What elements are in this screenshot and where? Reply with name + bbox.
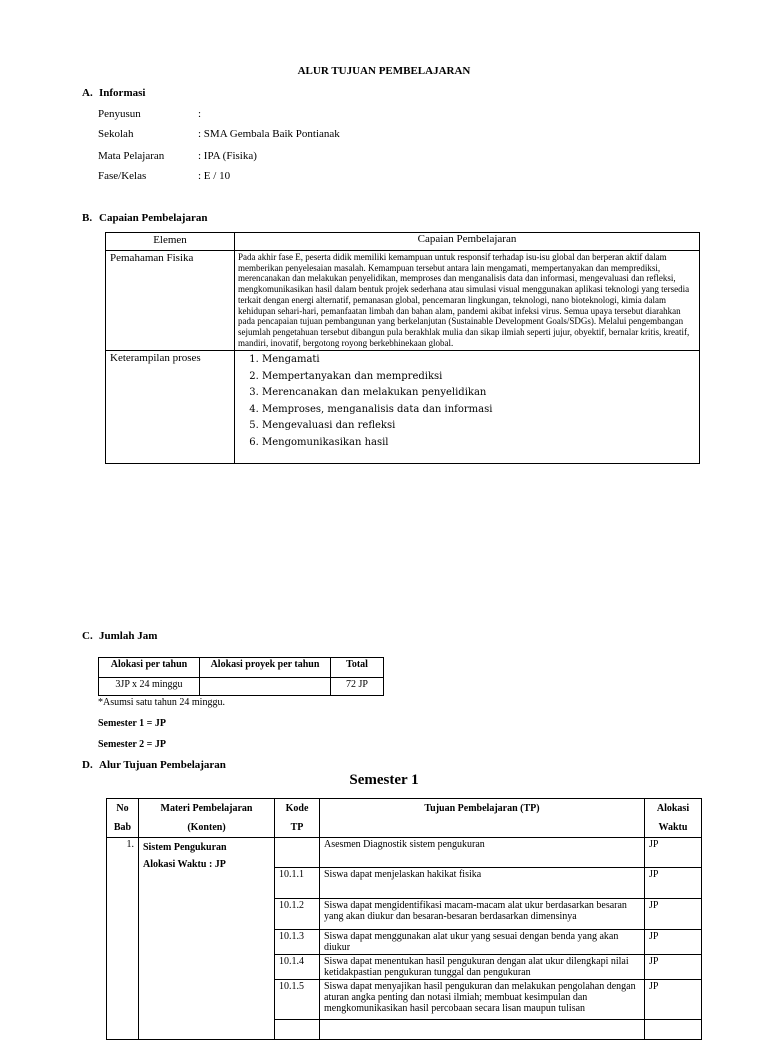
header-alokasi-waktu bbox=[645, 799, 702, 838]
semester-1-jp: Semester 1 = JP bbox=[98, 718, 166, 729]
section-b-letter: B. bbox=[82, 212, 93, 224]
materi-cell bbox=[139, 838, 275, 1040]
table-header-row bbox=[107, 799, 702, 838]
kode-cell: 10.1.5 bbox=[275, 980, 320, 1020]
semester-title: Semester 1 bbox=[349, 772, 419, 788]
kode-cell bbox=[275, 1020, 320, 1040]
table-row bbox=[107, 838, 702, 868]
info-value: : E / 10 bbox=[198, 170, 231, 182]
materi-title: Sistem Pengukuran bbox=[143, 842, 227, 853]
tujuan-cell: Siswa dapat menentukan hasil pengukuran dengan alat ukur dilengkapi nilai ketidakpastian pengukuran tunggal dan pengukuran bbox=[320, 955, 645, 980]
header-materi bbox=[139, 799, 275, 838]
element-pemahaman-fisika: Pemahaman Fisika bbox=[106, 251, 235, 351]
process-list-cell bbox=[235, 351, 700, 464]
document-title: ALUR TUJUAN PEMBELAJARAN bbox=[297, 65, 471, 77]
info-value: : bbox=[198, 108, 202, 120]
info-row-fase-kelas bbox=[98, 170, 230, 182]
section-a-heading bbox=[82, 87, 145, 99]
list-item: 4. Memproses, menganalisis data dan informasi bbox=[262, 402, 696, 419]
header-line: Bab bbox=[113, 822, 132, 833]
asumsi-note: *Asumsi satu tahun 24 minggu. bbox=[98, 697, 225, 708]
section-a-letter: A. bbox=[82, 87, 93, 99]
section-c-letter: C. bbox=[82, 630, 93, 642]
info-value: : SMA Gembala Baik Pontianak bbox=[198, 128, 340, 140]
jumlah-jam-table bbox=[98, 657, 384, 696]
section-b-heading bbox=[82, 212, 207, 224]
kode-cell: 10.1.3 bbox=[275, 930, 320, 955]
capaian-pembelajaran-table bbox=[105, 232, 700, 464]
process-list bbox=[238, 352, 696, 451]
materi-alokasi: Alokasi Waktu : JP bbox=[143, 859, 226, 870]
bab-number: 1. bbox=[107, 838, 139, 1040]
section-d-letter: D. bbox=[82, 759, 93, 771]
cell-alokasi-tahun: 3JP x 24 minggu bbox=[99, 678, 200, 696]
table-row bbox=[106, 251, 700, 351]
semester-2-jp: Semester 2 = JP bbox=[98, 739, 166, 750]
header-elemen: Elemen bbox=[106, 233, 235, 251]
kode-cell: 10.1.1 bbox=[275, 868, 320, 899]
section-c-title: Jumlah Jam bbox=[99, 630, 158, 642]
header-line: No bbox=[116, 803, 129, 814]
header-line: (Konten) bbox=[187, 822, 226, 833]
tujuan-cell: Siswa dapat menggunakan alat ukur yang sesuai dengan benda yang akan diukur bbox=[320, 930, 645, 955]
alur-tujuan-table bbox=[106, 798, 702, 1040]
alokasi-cell bbox=[645, 1020, 702, 1040]
header-total: Total bbox=[331, 658, 384, 678]
header-kode-tp bbox=[275, 799, 320, 838]
info-value: : IPA (Fisika) bbox=[198, 150, 257, 162]
section-b-title: Capaian Pembelajaran bbox=[99, 212, 208, 224]
header-tujuan: Tujuan Pembelajaran (TP) bbox=[320, 799, 645, 838]
tujuan-cell: Siswa dapat menyajikan hasil pengukuran dan melakukan pengolahan dengan aturan angka penting dan notasi ilmiah; membuat kesimpulan dan mengkomunikasikan hasil percobaan secara lisan maupun tulisan bbox=[320, 980, 645, 1020]
alokasi-cell: JP bbox=[645, 899, 702, 930]
table-row bbox=[106, 351, 700, 464]
header-line: Kode bbox=[285, 803, 309, 814]
header-alokasi-proyek: Alokasi proyek per tahun bbox=[200, 658, 331, 678]
alokasi-cell: JP bbox=[645, 838, 702, 868]
alokasi-cell: JP bbox=[645, 980, 702, 1020]
info-label: Penyusun bbox=[98, 108, 141, 120]
info-row-mata-pelajaran bbox=[98, 150, 257, 162]
tujuan-cell bbox=[320, 1020, 645, 1040]
info-row-penyusun bbox=[98, 108, 201, 120]
tujuan-cell: Siswa dapat menjelaskan hakikat fisika bbox=[320, 868, 645, 899]
header-no-bab bbox=[107, 799, 139, 838]
header-line: TP bbox=[290, 822, 304, 833]
kode-cell: 10.1.4 bbox=[275, 955, 320, 980]
list-item: 3. Merencanakan dan melakukan penyelidikan bbox=[262, 385, 696, 402]
header-line: Materi Pembelajaran bbox=[160, 803, 253, 814]
kode-cell bbox=[275, 838, 320, 868]
cell-total: 72 JP bbox=[331, 678, 384, 696]
element-keterampilan-proses: Keterampilan proses bbox=[106, 351, 235, 464]
info-row-sekolah bbox=[98, 128, 340, 140]
section-a-title: Informasi bbox=[99, 87, 146, 99]
list-item: 2. Mempertanyakan dan memprediksi bbox=[262, 369, 696, 386]
tujuan-cell: Siswa dapat mengidentifikasi macam-macam alat ukur berdasarkan besaran yang akan diukur dan besaran-besaran berdasarkan dimensinya bbox=[320, 899, 645, 930]
list-item: 1. Mengamati bbox=[262, 352, 696, 369]
tujuan-cell: Asesmen Diagnostik sistem pengukuran bbox=[320, 838, 645, 868]
alokasi-cell: JP bbox=[645, 868, 702, 899]
capaian-description: Pada akhir fase E, peserta didik memiliki kemampuan untuk responsif terhadap isu-isu global dan berperan aktif dalam memberikan penyelesaian masalah. Kemampuan tersebut antara lain mengamati, mempertanyakan dan memprediksi, merencanakan dan melakukan penyelidikan, memproses dan menganalisis data dan informasi, mengevaluasi dan refleksi, mengkomunikasikan hasil dalam bentuk projek sederhana atau simulasi visual menggunakan aplikasi teknologi yang tersedia terkait dengan energi alternatif, pemanasan global, pencemaran lingkungan, teknologi, nano bioteknologi, kimia dalam kehidupan sehari-hari, pemanfaatan limbah dan bahan alam, pandemi akibat infeksi virus. Semua upaya tersebut diarahkan pada pencapaian tujuan pembangunan yang berkelanjutan (Sustainable Development Goals/SDGs). Melalui pengembangan sejumlah pengetahuan tersebut dibangun pula berakhlak mulia dan sikap ilmiah seperti jujur, obyektif, bernalar kritis, kreatif, mandiri, inovatif, bergotong royong berkebhinekaan global. bbox=[235, 251, 700, 351]
info-label: Sekolah bbox=[98, 128, 134, 140]
section-d-title: Alur Tujuan Pembelajaran bbox=[99, 759, 226, 771]
header-alokasi-tahun: Alokasi per tahun bbox=[99, 658, 200, 678]
cell-alokasi-proyek bbox=[200, 678, 331, 696]
table-header-row bbox=[99, 658, 384, 678]
list-item: 5. Mengevaluasi dan refleksi bbox=[262, 418, 696, 435]
table-row bbox=[99, 678, 384, 696]
header-line: Waktu bbox=[658, 822, 688, 833]
table-header-row bbox=[106, 233, 700, 251]
info-label: Mata Pelajaran bbox=[98, 150, 165, 162]
section-d-heading bbox=[82, 759, 226, 771]
header-line: Alokasi bbox=[656, 803, 690, 814]
section-c-heading bbox=[82, 630, 157, 642]
alokasi-cell: JP bbox=[645, 955, 702, 980]
alokasi-cell: JP bbox=[645, 930, 702, 955]
kode-cell: 10.1.2 bbox=[275, 899, 320, 930]
list-item: 6. Mengomunikasikan hasil bbox=[262, 435, 696, 452]
info-label: Fase/Kelas bbox=[98, 170, 147, 182]
header-capaian: Capaian Pembelajaran bbox=[235, 233, 700, 251]
